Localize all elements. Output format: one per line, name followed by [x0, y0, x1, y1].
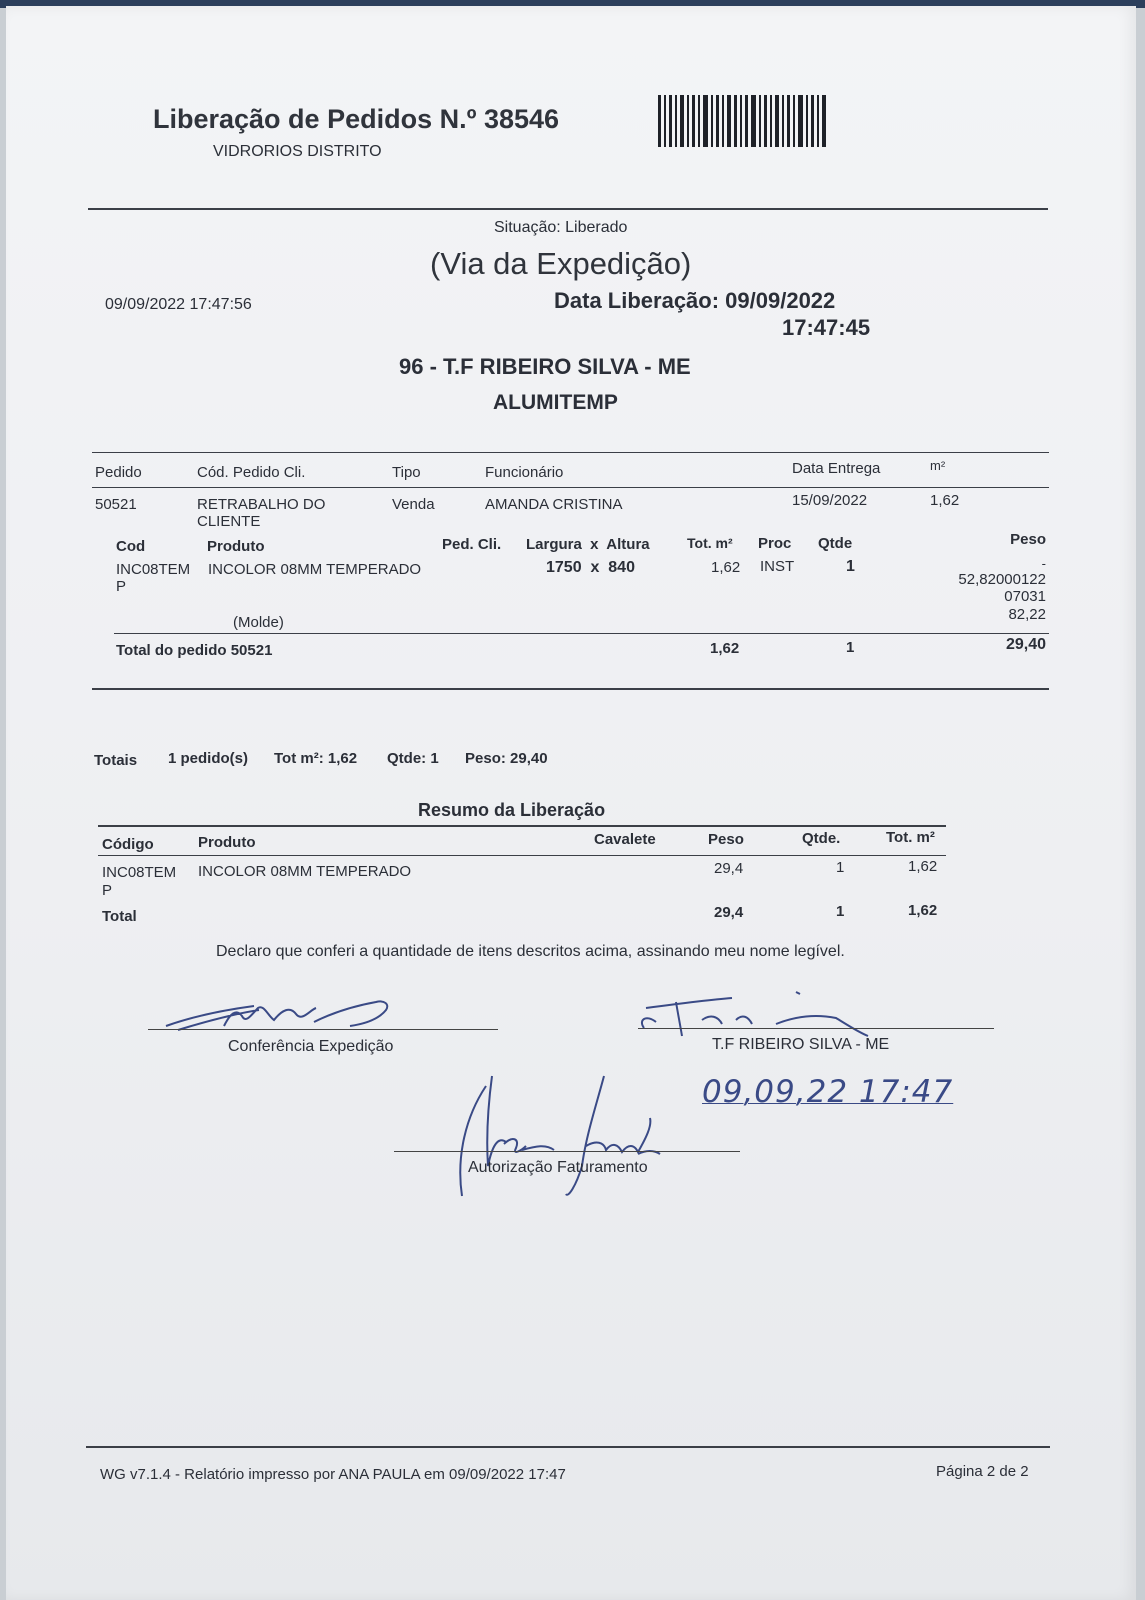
signature-autorizacao — [446, 1066, 686, 1206]
item-molde: (Molde) — [233, 614, 284, 631]
item-peso-line3: 82,22 — [1008, 606, 1046, 623]
item-col-peso: Peso — [1010, 531, 1046, 548]
col-tipo: Tipo — [392, 464, 421, 481]
status-text: Situação: Liberado — [494, 219, 628, 236]
summary-col-codigo: Código — [102, 836, 154, 853]
signature-label-autorizacao: Autorização Faturamento — [468, 1159, 648, 1176]
summary-row-tot-m2: 1,62 — [908, 858, 938, 875]
customer-name: 96 - T.F RIBEIRO SILVA - ME — [399, 354, 691, 379]
order-m2: 1,62 — [930, 492, 960, 509]
item-col-largura-altura: Largura x Altura — [526, 536, 650, 553]
header-divider — [88, 208, 1048, 210]
item-dimensions: 1750 x 840 — [546, 559, 635, 576]
item-col-ped-cli: Ped. Cli. — [442, 536, 502, 553]
order-funcionario: AMANDA CRISTINA — [485, 496, 623, 513]
summary-col-qtde: Qtde. — [802, 830, 841, 847]
signature-line-autorizacao — [394, 1151, 740, 1152]
item-qtde: 1 — [846, 558, 855, 575]
item-produto: INCOLOR 08MM TEMPERADO — [208, 561, 422, 578]
order-cod-cli-line2: CLIENTE — [197, 513, 261, 530]
order-cod-cli-line1: RETRABALHO DO — [197, 496, 326, 513]
item-tot-m2: 1,62 — [711, 559, 741, 576]
item-col-produto: Produto — [207, 538, 265, 555]
release-time: 17:47:45 — [782, 315, 871, 340]
order-total-rule — [114, 633, 1049, 634]
totals-peso: Peso: 29,40 — [465, 750, 548, 767]
col-data-entrega: Data Entrega — [792, 460, 881, 477]
item-cod-line1: INC08TEM — [116, 561, 191, 578]
item-col-cod: Cod — [116, 538, 146, 555]
barcode — [658, 95, 828, 147]
signature-cliente — [636, 984, 876, 1044]
footer-printed-by: WG v7.1.4 - Relatório impresso por ANA PAULA em 09/09/2022 17:47 — [100, 1466, 566, 1483]
summary-col-cavalete: Cavalete — [594, 831, 656, 848]
summary-total-label: Total — [102, 908, 137, 925]
order-tipo: Venda — [392, 496, 435, 513]
col-funcionario: Funcionário — [485, 464, 564, 481]
order-pedido: 50521 — [95, 496, 137, 513]
col-pedido: Pedido — [95, 464, 142, 481]
order-block-bottom-rule — [92, 688, 1049, 690]
summary-row-codigo-line2: P — [102, 882, 113, 899]
signature-cliente-strokes — [636, 984, 876, 1044]
order-total-qtde: 1 — [846, 639, 855, 656]
customer-line2: ALUMITEMP — [493, 391, 618, 414]
order-total-peso: 29,40 — [1005, 636, 1046, 653]
company-name: VIDRORIOS DISTRITO — [213, 143, 382, 160]
release-date: Data Liberação: 09/09/2022 — [554, 288, 836, 313]
summary-title: Resumo da Liberação — [418, 800, 606, 820]
signature-line-conferencia — [148, 1029, 498, 1030]
totals-pedidos: 1 pedido(s) — [168, 750, 249, 767]
col-cod-pedido-cli: Cód. Pedido Cli. — [197, 464, 306, 481]
handwritten-date: 09,09,22 17:47 — [702, 1074, 954, 1110]
copy-label: (Via da Expedição) — [430, 246, 692, 281]
order-data-entrega: 15/09/2022 — [792, 492, 868, 509]
item-col-proc: Proc — [758, 535, 792, 552]
summary-row-peso: 29,4 — [714, 860, 744, 877]
totals-label: Totais — [94, 752, 138, 769]
signature-line-cliente — [638, 1028, 994, 1029]
item-col-tot-m2: Tot. m² — [687, 535, 733, 551]
document-title: Liberação de Pedidos N.º 38546 — [153, 104, 560, 134]
summary-header-rule — [98, 855, 946, 856]
barcode-graphic — [658, 95, 828, 147]
item-peso-line2: 07031 — [1004, 588, 1046, 605]
summary-row-codigo-line1: INC08TEM — [102, 864, 177, 881]
order-total-m2: 1,62 — [710, 640, 740, 657]
totals-qtde: Qtde: 1 — [387, 750, 439, 767]
order-table-top-rule — [92, 452, 1049, 453]
signature-conferencia-strokes — [164, 996, 404, 1036]
order-total-label: Total do pedido 50521 — [116, 642, 273, 659]
summary-row-produto: INCOLOR 08MM TEMPERADO — [198, 863, 412, 880]
signature-autorizacao-strokes — [446, 1066, 686, 1206]
print-datetime: 09/09/2022 17:47:56 — [105, 296, 252, 313]
order-header-rule — [92, 487, 1049, 488]
signature-label-conferencia: Conferência Expedição — [228, 1038, 394, 1055]
item-peso-dash: - — [1041, 556, 1046, 571]
summary-total-m2: 1,62 — [908, 902, 938, 919]
summary-col-tot-m2: Tot. m² — [886, 829, 935, 846]
col-m2: m² — [930, 458, 946, 473]
summary-col-peso: Peso — [708, 831, 744, 848]
summary-row-qtde: 1 — [836, 859, 845, 876]
footer-rule — [86, 1446, 1050, 1448]
summary-col-produto: Produto — [198, 834, 256, 851]
item-proc: INST — [760, 558, 795, 575]
footer-page-number: Página 2 de 2 — [936, 1463, 1029, 1480]
item-peso-line1: 52,82000122 — [958, 571, 1046, 588]
item-col-qtde: Qtde — [818, 535, 853, 552]
document-page — [6, 6, 1136, 1600]
summary-total-qtde: 1 — [836, 903, 845, 920]
summary-top-rule — [98, 825, 946, 827]
declaration-text: Declaro que conferi a quantidade de itens descritos acima, assinando meu nome legível. — [216, 943, 845, 960]
totals-tot-m2: Tot m²: 1,62 — [274, 750, 358, 767]
item-cod-line2: P — [116, 578, 127, 595]
signature-conferencia — [164, 996, 404, 1036]
signature-label-cliente: T.F RIBEIRO SILVA - ME — [712, 1036, 890, 1053]
summary-total-peso: 29,4 — [714, 904, 744, 921]
